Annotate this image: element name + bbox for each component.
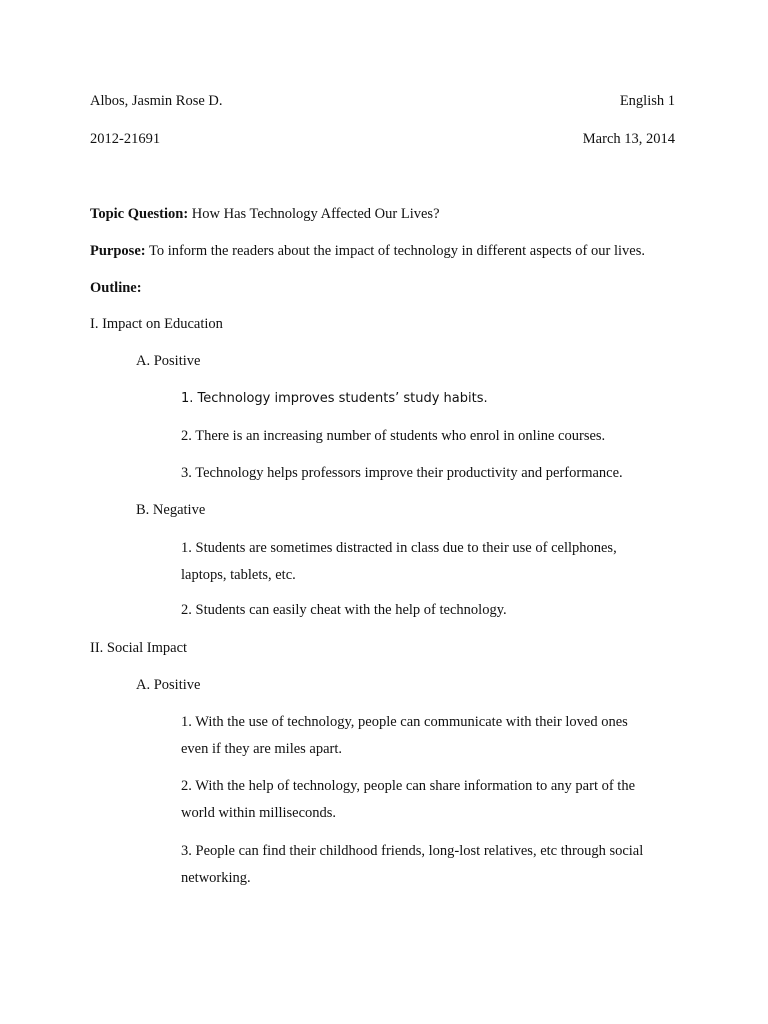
section-1-negative-item-2: 2. Students can easily cheat with the help of technology. bbox=[181, 602, 507, 618]
section-2-positive-item-3-line-1: 3. People can find their childhood friends, long-lost relatives, etc through social bbox=[181, 843, 644, 859]
section-2-positive-item-3-line-2: networking. bbox=[181, 870, 251, 886]
topic-question bbox=[90, 204, 440, 224]
section-2-positive-title: A. Positive bbox=[136, 677, 201, 693]
section-1-negative-item-1-line-2: laptops, tablets, etc. bbox=[181, 567, 296, 583]
header-row-2 bbox=[90, 129, 675, 149]
section-1-positive-title: A. Positive bbox=[136, 353, 201, 369]
student-number: 2012-21691 bbox=[90, 131, 161, 147]
section-1-positive-item-3: 3. Technology helps professors improve their productivity and performance. bbox=[181, 465, 623, 481]
course-name: English 1 bbox=[619, 93, 675, 109]
section-2-positive-item-2-line-1: 2. With the help of technology, people can share information to any part of the bbox=[181, 778, 636, 794]
topic-label: Topic Question: bbox=[90, 206, 189, 222]
outline-heading: Outline: bbox=[90, 280, 142, 296]
section-1-positive-item-1: 1. Technology improves students’ study habits. bbox=[181, 391, 488, 406]
section-2-positive-item-2-line-2: world within milliseconds. bbox=[181, 805, 337, 821]
section-1-title: I. Impact on Education bbox=[90, 316, 223, 332]
section-1-positive-item-2: 2. There is an increasing number of students who enrol in online courses. bbox=[181, 428, 606, 444]
header-row-1 bbox=[90, 91, 675, 111]
purpose-text: To inform the readers about the impact of technology in different aspects of our lives. bbox=[148, 243, 645, 259]
section-1-negative-item-1-line-1: 1. Students are sometimes distracted in class due to their use of cellphones, bbox=[181, 540, 617, 556]
document-date: March 13, 2014 bbox=[582, 131, 675, 147]
student-name: Albos, Jasmin Rose D. bbox=[90, 93, 223, 109]
section-2-title: II. Social Impact bbox=[90, 640, 188, 656]
section-2-positive-item-1-line-2: even if they are miles apart. bbox=[181, 741, 343, 757]
section-2-positive-item-1-line-1: 1. With the use of technology, people can communicate with their loved ones bbox=[181, 714, 628, 730]
topic-text: How Has Technology Affected Our Lives? bbox=[191, 206, 440, 222]
purpose-label: Purpose: bbox=[90, 243, 146, 259]
section-1-negative-title: B. Negative bbox=[136, 502, 206, 518]
purpose bbox=[90, 241, 645, 261]
